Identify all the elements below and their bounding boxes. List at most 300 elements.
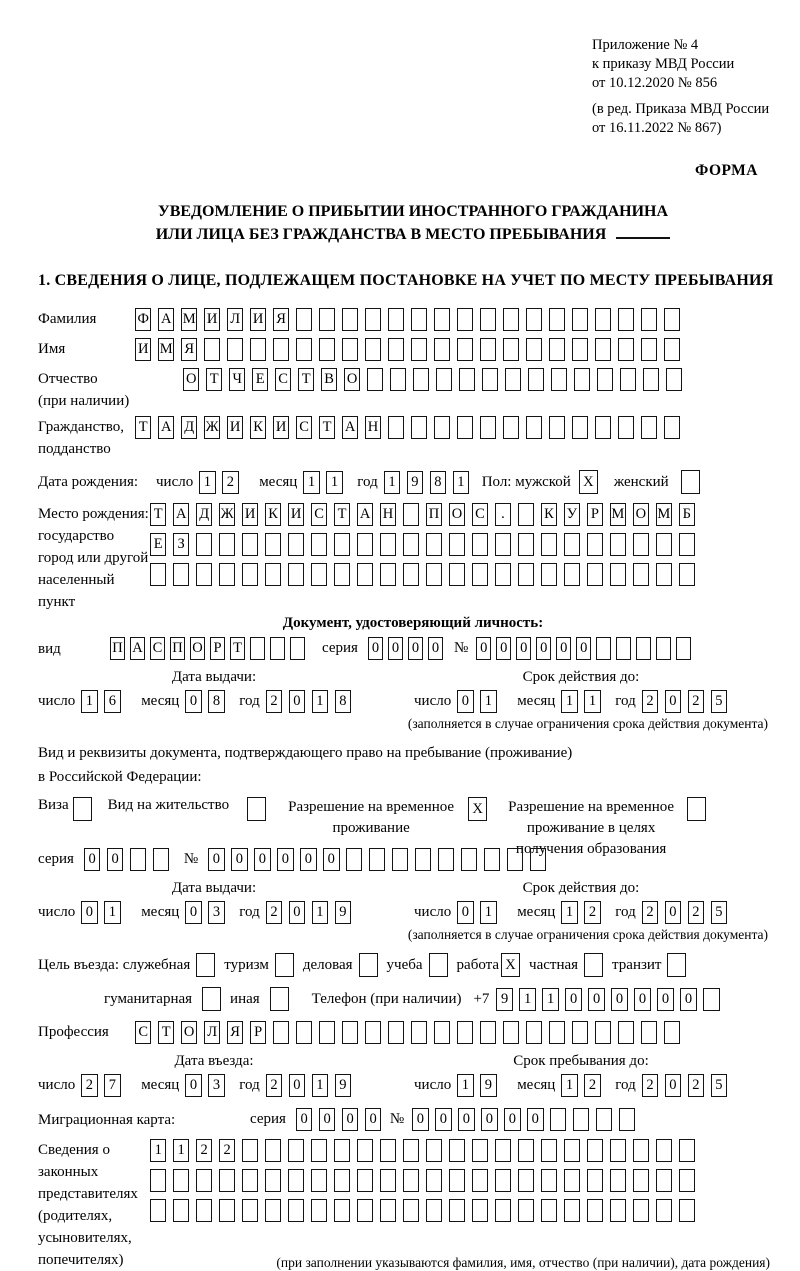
char-cell[interactable] [403,1199,419,1222]
char-cell[interactable]: О [183,368,199,391]
char-cell[interactable] [656,563,672,586]
char-cell[interactable]: 1 [457,1074,473,1097]
char-cell[interactable] [587,1139,603,1162]
char-cell[interactable]: О [190,637,205,660]
char-cell[interactable] [528,368,544,391]
char-cell[interactable] [390,368,406,391]
char-cell[interactable] [242,563,258,586]
char-cell[interactable]: Ч [229,368,245,391]
char-cell[interactable] [572,416,588,439]
char-cell[interactable]: 2 [642,1074,658,1097]
char-cell[interactable]: С [296,416,312,439]
char-cell[interactable] [296,308,312,331]
char-cell[interactable] [334,533,350,556]
char-cell[interactable]: 0 [458,1108,474,1131]
sex-male-checkbox[interactable]: X [579,470,598,494]
char-cell[interactable] [495,1169,511,1192]
char-cell[interactable] [572,1021,588,1044]
char-cell[interactable]: 8 [335,690,351,713]
char-cell[interactable] [296,1021,312,1044]
char-cell[interactable]: И [288,503,304,526]
char-cell[interactable] [572,308,588,331]
char-cell[interactable] [480,1021,496,1044]
char-cell[interactable]: 0 [231,848,247,871]
char-cell[interactable]: 9 [335,901,351,924]
char-cell[interactable] [619,1108,635,1131]
char-cell[interactable] [518,1199,534,1222]
char-cell[interactable]: 0 [665,901,681,924]
char-cell[interactable] [495,533,511,556]
char-cell[interactable]: 5 [711,901,727,924]
char-cell[interactable] [265,1199,281,1222]
char-cell[interactable]: Т [230,637,245,660]
char-cell[interactable]: 0 [428,637,443,660]
char-cell[interactable]: 0 [665,690,681,713]
char-cell[interactable] [564,1169,580,1192]
char-cell[interactable]: 0 [576,637,591,660]
char-cell[interactable] [587,563,603,586]
char-cell[interactable] [503,416,519,439]
char-cell[interactable] [597,368,613,391]
char-cell[interactable]: Л [204,1021,220,1044]
char-cell[interactable] [219,1169,235,1192]
char-cell[interactable] [641,416,657,439]
char-cell[interactable]: Ж [204,416,220,439]
char-cell[interactable] [472,533,488,556]
char-cell[interactable]: 1 [542,988,558,1011]
char-cell[interactable]: 0 [296,1108,312,1131]
char-cell[interactable] [403,503,419,526]
purpose-other-checkbox[interactable] [270,987,289,1011]
purpose-transit-checkbox[interactable] [667,953,686,977]
char-cell[interactable]: 0 [435,1108,451,1131]
char-cell[interactable]: 0 [476,637,491,660]
char-cell[interactable]: 0 [107,848,123,871]
char-cell[interactable] [505,368,521,391]
char-cell[interactable] [434,338,450,361]
char-cell[interactable] [438,848,454,871]
char-cell[interactable] [288,533,304,556]
char-cell[interactable]: 1 [561,901,577,924]
char-cell[interactable]: М [656,503,672,526]
char-cell[interactable] [518,533,534,556]
char-cell[interactable]: У [564,503,580,526]
char-cell[interactable] [319,308,335,331]
char-cell[interactable]: 0 [368,637,383,660]
char-cell[interactable]: И [242,503,258,526]
char-cell[interactable] [434,416,450,439]
char-cell[interactable] [250,637,265,660]
char-cell[interactable]: В [321,368,337,391]
char-cell[interactable]: 0 [665,1074,681,1097]
char-cell[interactable]: 0 [323,848,339,871]
char-cell[interactable] [380,1139,396,1162]
char-cell[interactable] [380,1199,396,1222]
char-cell[interactable] [541,1139,557,1162]
char-cell[interactable] [296,338,312,361]
char-cell[interactable] [319,1021,335,1044]
char-cell[interactable] [270,637,285,660]
purpose-work-checkbox[interactable]: X [501,953,520,977]
purpose-humanitarian-checkbox[interactable] [202,987,221,1011]
char-cell[interactable]: 0 [84,848,100,871]
char-cell[interactable] [564,563,580,586]
char-cell[interactable] [656,1199,672,1222]
char-cell[interactable]: 2 [642,901,658,924]
char-cell[interactable]: 0 [504,1108,520,1131]
char-cell[interactable]: 2 [219,1139,235,1162]
char-cell[interactable]: 0 [277,848,293,871]
char-cell[interactable] [472,563,488,586]
char-cell[interactable] [459,368,475,391]
char-cell[interactable]: 0 [289,901,305,924]
char-cell[interactable]: Т [206,368,222,391]
char-cell[interactable] [415,848,431,871]
char-cell[interactable]: 2 [642,690,658,713]
char-cell[interactable] [219,1199,235,1222]
char-cell[interactable] [664,416,680,439]
char-cell[interactable] [265,1139,281,1162]
char-cell[interactable] [641,338,657,361]
char-cell[interactable] [380,563,396,586]
char-cell[interactable]: Я [273,308,289,331]
char-cell[interactable] [574,368,590,391]
char-cell[interactable] [434,308,450,331]
char-cell[interactable]: 1 [312,1074,328,1097]
char-cell[interactable]: 0 [457,901,473,924]
char-cell[interactable]: С [275,368,291,391]
char-cell[interactable] [449,533,465,556]
char-cell[interactable]: 0 [680,988,696,1011]
char-cell[interactable] [503,308,519,331]
char-cell[interactable] [503,1021,519,1044]
char-cell[interactable] [250,338,266,361]
purpose-business-checkbox[interactable] [359,953,378,977]
char-cell[interactable] [288,563,304,586]
char-cell[interactable]: 1 [453,471,469,494]
char-cell[interactable]: 0 [611,988,627,1011]
char-cell[interactable] [480,416,496,439]
char-cell[interactable]: А [158,416,174,439]
char-cell[interactable]: 2 [584,1074,600,1097]
char-cell[interactable] [587,533,603,556]
char-cell[interactable] [342,308,358,331]
char-cell[interactable]: 2 [688,690,704,713]
char-cell[interactable]: 0 [289,1074,305,1097]
char-cell[interactable] [526,1021,542,1044]
char-cell[interactable] [618,1021,634,1044]
char-cell[interactable] [596,1108,612,1131]
char-cell[interactable] [549,338,565,361]
char-cell[interactable] [436,368,452,391]
char-cell[interactable]: А [357,503,373,526]
char-cell[interactable]: Т [135,416,151,439]
char-cell[interactable] [153,848,169,871]
char-cell[interactable] [265,533,281,556]
char-cell[interactable]: 2 [266,901,282,924]
char-cell[interactable]: 2 [81,1074,97,1097]
char-cell[interactable]: 1 [384,471,400,494]
char-cell[interactable] [242,1169,258,1192]
char-cell[interactable] [219,533,235,556]
char-cell[interactable]: И [273,416,289,439]
char-cell[interactable]: К [541,503,557,526]
char-cell[interactable] [618,416,634,439]
char-cell[interactable]: 0 [388,637,403,660]
char-cell[interactable]: 1 [150,1139,166,1162]
char-cell[interactable]: 0 [481,1108,497,1131]
char-cell[interactable]: Е [150,533,166,556]
char-cell[interactable] [196,1199,212,1222]
char-cell[interactable] [633,533,649,556]
char-cell[interactable] [664,338,680,361]
temp-residence-education-checkbox[interactable] [687,797,706,821]
char-cell[interactable]: 0 [408,637,423,660]
char-cell[interactable] [449,1139,465,1162]
char-cell[interactable] [426,1139,442,1162]
char-cell[interactable] [633,1169,649,1192]
char-cell[interactable] [679,1139,695,1162]
char-cell[interactable]: 0 [565,988,581,1011]
char-cell[interactable] [380,1169,396,1192]
char-cell[interactable] [288,1169,304,1192]
char-cell[interactable] [413,368,429,391]
char-cell[interactable] [273,1021,289,1044]
char-cell[interactable] [342,1021,358,1044]
char-cell[interactable] [334,563,350,586]
char-cell[interactable] [495,1199,511,1222]
char-cell[interactable]: 0 [365,1108,381,1131]
char-cell[interactable]: 0 [496,637,511,660]
char-cell[interactable] [457,1021,473,1044]
char-cell[interactable]: 2 [584,901,600,924]
char-cell[interactable]: Б [679,503,695,526]
char-cell[interactable] [449,1199,465,1222]
char-cell[interactable]: 0 [208,848,224,871]
char-cell[interactable] [311,1199,327,1222]
char-cell[interactable]: А [173,503,189,526]
char-cell[interactable]: 9 [407,471,423,494]
char-cell[interactable] [641,1021,657,1044]
char-cell[interactable] [664,1021,680,1044]
char-cell[interactable] [549,308,565,331]
char-cell[interactable] [434,1021,450,1044]
char-cell[interactable]: 5 [711,1074,727,1097]
char-cell[interactable] [411,1021,427,1044]
char-cell[interactable] [311,1169,327,1192]
char-cell[interactable] [426,533,442,556]
char-cell[interactable] [541,1199,557,1222]
char-cell[interactable] [526,416,542,439]
char-cell[interactable] [311,563,327,586]
char-cell[interactable]: 2 [266,690,282,713]
char-cell[interactable] [449,563,465,586]
char-cell[interactable] [610,1169,626,1192]
char-cell[interactable]: Д [181,416,197,439]
char-cell[interactable] [549,1021,565,1044]
char-cell[interactable] [342,338,358,361]
char-cell[interactable] [388,1021,404,1044]
char-cell[interactable] [150,1199,166,1222]
char-cell[interactable] [610,1139,626,1162]
char-cell[interactable] [204,338,220,361]
char-cell[interactable] [311,1139,327,1162]
char-cell[interactable]: Т [319,416,335,439]
char-cell[interactable]: 0 [185,1074,201,1097]
char-cell[interactable] [173,1169,189,1192]
char-cell[interactable]: К [250,416,266,439]
char-cell[interactable]: 1 [480,690,496,713]
char-cell[interactable] [703,988,719,1011]
char-cell[interactable] [679,533,695,556]
char-cell[interactable] [150,563,166,586]
char-cell[interactable] [472,1199,488,1222]
char-cell[interactable] [411,308,427,331]
char-cell[interactable]: 1 [312,901,328,924]
char-cell[interactable] [495,563,511,586]
char-cell[interactable] [380,533,396,556]
char-cell[interactable] [357,1139,373,1162]
char-cell[interactable] [679,1169,695,1192]
char-cell[interactable] [130,848,146,871]
char-cell[interactable]: И [250,308,266,331]
char-cell[interactable]: З [173,533,189,556]
char-cell[interactable]: Р [587,503,603,526]
char-cell[interactable] [633,563,649,586]
char-cell[interactable] [633,1199,649,1222]
char-cell[interactable] [518,503,534,526]
char-cell[interactable] [319,338,335,361]
char-cell[interactable]: И [204,308,220,331]
char-cell[interactable] [273,338,289,361]
purpose-study-checkbox[interactable] [429,953,448,977]
char-cell[interactable]: М [610,503,626,526]
char-cell[interactable] [564,533,580,556]
char-cell[interactable] [196,1169,212,1192]
char-cell[interactable]: С [135,1021,151,1044]
char-cell[interactable] [526,338,542,361]
char-cell[interactable]: 3 [208,901,224,924]
char-cell[interactable] [290,637,305,660]
char-cell[interactable] [636,637,651,660]
char-cell[interactable] [227,338,243,361]
char-cell[interactable]: Т [158,1021,174,1044]
char-cell[interactable] [411,416,427,439]
char-cell[interactable]: 1 [561,1074,577,1097]
char-cell[interactable]: А [158,308,174,331]
char-cell[interactable]: 9 [496,988,512,1011]
char-cell[interactable]: 8 [208,690,224,713]
char-cell[interactable]: Н [380,503,396,526]
char-cell[interactable]: М [158,338,174,361]
char-cell[interactable] [265,1169,281,1192]
char-cell[interactable] [616,637,631,660]
char-cell[interactable] [507,848,523,871]
char-cell[interactable] [656,637,671,660]
char-cell[interactable]: 0 [81,901,97,924]
char-cell[interactable]: И [135,338,151,361]
char-cell[interactable] [346,848,362,871]
char-cell[interactable] [480,308,496,331]
char-cell[interactable] [643,368,659,391]
char-cell[interactable] [472,1139,488,1162]
char-cell[interactable]: 3 [208,1074,224,1097]
char-cell[interactable]: 1 [104,901,120,924]
char-cell[interactable] [551,368,567,391]
char-cell[interactable] [610,1199,626,1222]
char-cell[interactable] [426,1169,442,1192]
char-cell[interactable] [618,338,634,361]
char-cell[interactable]: 5 [711,690,727,713]
char-cell[interactable] [541,1169,557,1192]
char-cell[interactable] [357,1199,373,1222]
char-cell[interactable]: 2 [222,471,238,494]
char-cell[interactable]: 1 [326,471,342,494]
char-cell[interactable] [357,563,373,586]
char-cell[interactable] [426,563,442,586]
char-cell[interactable]: 0 [516,637,531,660]
char-cell[interactable] [196,533,212,556]
residence-permit-checkbox[interactable] [247,797,266,821]
char-cell[interactable] [530,848,546,871]
char-cell[interactable] [679,563,695,586]
char-cell[interactable] [388,338,404,361]
char-cell[interactable]: 0 [342,1108,358,1131]
char-cell[interactable] [518,1139,534,1162]
char-cell[interactable]: Л [227,308,243,331]
char-cell[interactable]: Я [181,338,197,361]
char-cell[interactable] [219,563,235,586]
char-cell[interactable] [196,563,212,586]
char-cell[interactable] [242,533,258,556]
purpose-official-checkbox[interactable] [196,953,215,977]
char-cell[interactable] [595,338,611,361]
char-cell[interactable]: Д [196,503,212,526]
char-cell[interactable]: П [110,637,125,660]
char-cell[interactable] [457,416,473,439]
char-cell[interactable] [411,338,427,361]
char-cell[interactable] [656,1139,672,1162]
char-cell[interactable]: О [344,368,360,391]
char-cell[interactable] [610,533,626,556]
char-cell[interactable] [587,1199,603,1222]
char-cell[interactable] [656,533,672,556]
char-cell[interactable] [503,338,519,361]
char-cell[interactable]: 0 [185,690,201,713]
char-cell[interactable] [495,1139,511,1162]
char-cell[interactable] [572,338,588,361]
char-cell[interactable] [518,1169,534,1192]
char-cell[interactable] [403,563,419,586]
char-cell[interactable]: С [472,503,488,526]
char-cell[interactable]: 1 [173,1139,189,1162]
char-cell[interactable] [541,563,557,586]
purpose-private-checkbox[interactable] [584,953,603,977]
purpose-tourism-checkbox[interactable] [275,953,294,977]
char-cell[interactable] [365,1021,381,1044]
char-cell[interactable]: А [342,416,358,439]
char-cell[interactable] [656,1169,672,1192]
char-cell[interactable]: 0 [588,988,604,1011]
char-cell[interactable]: 0 [657,988,673,1011]
char-cell[interactable]: 8 [430,471,446,494]
char-cell[interactable] [311,533,327,556]
char-cell[interactable] [150,1169,166,1192]
char-cell[interactable] [457,338,473,361]
char-cell[interactable]: И [227,416,243,439]
char-cell[interactable] [357,1169,373,1192]
char-cell[interactable] [666,368,682,391]
